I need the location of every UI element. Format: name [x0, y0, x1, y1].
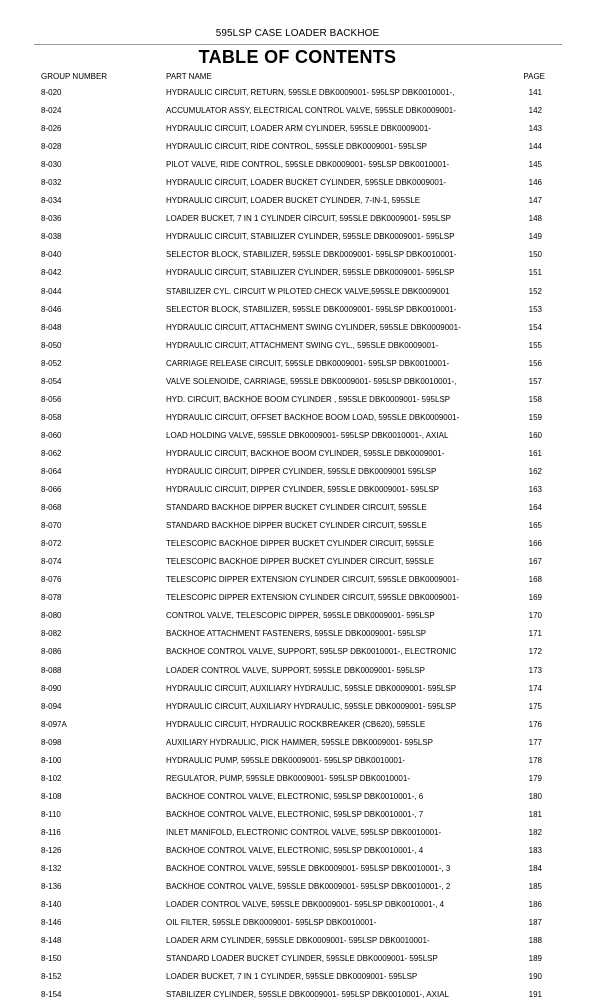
toc-entry-row[interactable] — [0, 449, 595, 467]
toc-entry-row[interactable] — [0, 647, 595, 665]
part-name: HYDRAULIC CIRCUIT, STABILIZER CYLINDER, 595SLE DBK0009001- 595LSP — [166, 268, 455, 278]
page-number: 174 — [528, 683, 542, 693]
part-name: HYDRAULIC CIRCUIT, AUXILIARY HYDRAULIC, 595SLE DBK0009001- 595LSP — [166, 701, 457, 711]
toc-entry-row[interactable] — [0, 503, 595, 521]
toc-entry-row[interactable] — [0, 738, 595, 756]
group-number: 8-090 — [41, 683, 62, 693]
part-name: HYDRAULIC CIRCUIT, LOADER ARM CYLINDER, 595SLE DBK0009001- — [166, 124, 431, 134]
group-number: 8-040 — [41, 250, 62, 260]
page-number: 190 — [528, 972, 542, 982]
page-number: 151 — [528, 268, 542, 278]
page-number: 147 — [528, 196, 542, 206]
part-name: HYDRAULIC CIRCUIT, DIPPER CYLINDER, 595SLE DBK0009001- 595LSP — [166, 485, 439, 495]
part-name: HYDRAULIC CIRCUIT, AUXILIARY HYDRAULIC, 595SLE DBK0009001- 595LSP — [166, 683, 457, 693]
part-name: SELECTOR BLOCK, STABILIZER, 595SLE DBK0009001- 595LSP DBK0010001- — [166, 250, 457, 260]
page-number: 170 — [528, 611, 542, 621]
group-number: 8-086 — [41, 647, 62, 657]
toc-entry-row[interactable] — [0, 413, 595, 431]
toc-entry-row[interactable] — [0, 882, 595, 900]
page-number: 157 — [528, 376, 542, 386]
group-number: 8-036 — [41, 214, 62, 224]
toc-entry-row[interactable] — [0, 395, 595, 413]
group-number: 8-050 — [41, 340, 62, 350]
page-number: 187 — [528, 918, 542, 928]
group-number: 8-046 — [41, 304, 62, 314]
page-number: 172 — [528, 647, 542, 657]
page-number: 142 — [528, 106, 542, 116]
toc-entry-row[interactable] — [0, 702, 595, 720]
toc-entry-row[interactable] — [0, 557, 595, 575]
part-name: INLET MANIFOLD, ELECTRONIC CONTROL VALVE, 595LSP DBK0010001- — [166, 827, 442, 837]
toc-entry-row[interactable] — [0, 918, 595, 936]
toc-entry-row[interactable] — [0, 936, 595, 954]
part-name: HYDRAULIC CIRCUIT, LOADER BUCKET CYLINDER, 7-IN-1, 595SLE — [166, 196, 421, 206]
group-number: 8-020 — [41, 88, 62, 97]
group-number: 8-088 — [41, 665, 62, 675]
part-name-header: PART NAME — [166, 72, 212, 81]
group-number: 8-068 — [41, 503, 62, 513]
group-number: 8-048 — [41, 322, 62, 332]
group-number: 8-080 — [41, 611, 62, 621]
part-name: LOADER ARM CYLINDER, 595SLE DBK0009001- 595LSP DBK0010001- — [166, 936, 430, 946]
group-number: 8-032 — [41, 178, 62, 188]
group-number: 8-030 — [41, 160, 62, 170]
toc-entry-row[interactable] — [0, 359, 595, 377]
toc-entry-row[interactable] — [0, 990, 595, 1008]
toc-entry-row[interactable] — [0, 268, 595, 286]
part-name: HYD. CIRCUIT, BACKHOE BOOM CYLINDER , 595SLE DBK0009001- 595LSP — [166, 394, 451, 404]
document-title: 595LSP CASE LOADER BACKHOE — [215, 28, 380, 39]
toc-entry-row[interactable] — [0, 323, 595, 341]
column-header-row — [0, 72, 595, 84]
page-number: 169 — [528, 593, 542, 603]
toc-entry-row[interactable] — [0, 160, 595, 178]
page-number: 178 — [528, 755, 542, 765]
group-number: 8-060 — [41, 430, 62, 440]
page-number: 185 — [528, 882, 542, 892]
group-number: 8-082 — [41, 629, 62, 639]
part-name: HYDRAULIC PUMP, 595SLE DBK0009001- 595LSP DBK0010001- — [166, 755, 405, 765]
toc-entry-row[interactable] — [0, 377, 595, 395]
toc-entry-row[interactable] — [0, 666, 595, 684]
page-number: 145 — [528, 160, 542, 170]
group-number: 8-154 — [41, 990, 62, 1000]
toc-entry-row[interactable] — [0, 305, 595, 323]
page-number: 167 — [528, 557, 542, 567]
group-number: 8-150 — [41, 954, 62, 964]
part-name: SELECTOR BLOCK, STABILIZER, 595SLE DBK0009001- 595LSP DBK0010001- — [166, 304, 457, 314]
toc-entry-row[interactable] — [0, 720, 595, 738]
page-number: 183 — [528, 845, 542, 855]
part-name: HYDRAULIC CIRCUIT, STABILIZER CYLINDER, 595SLE DBK0009001- 595LSP — [166, 232, 455, 242]
group-number: 8-110 — [41, 809, 61, 819]
group-number: 8-044 — [41, 286, 62, 296]
toc-entry-row[interactable] — [0, 232, 595, 250]
toc-entry-row[interactable] — [0, 972, 595, 990]
group-number: 8-097A — [41, 719, 67, 729]
group-number: 8-074 — [41, 557, 62, 567]
group-number: 8-066 — [41, 485, 62, 495]
group-number: 8-070 — [41, 521, 62, 531]
toc-rows — [0, 88, 595, 1008]
part-name: TELESCOPIC BACKHOE DIPPER BUCKET CYLINDER CIRCUIT, 595SLE — [166, 539, 434, 549]
part-name: AUXILIARY HYDRAULIC, PICK HAMMER, 595SLE DBK0009001- 595LSP — [166, 737, 433, 747]
page-number: 152 — [528, 286, 542, 296]
part-name: HYDRAULIC CIRCUIT, LOADER BUCKET CYLINDER, 595SLE DBK0009001- — [166, 178, 446, 188]
page-number: 166 — [528, 539, 542, 549]
part-name: LOADER CONTROL VALVE, 595SLE DBK0009001- 595LSP DBK0010001-, 4 — [166, 900, 445, 910]
page-number: 189 — [528, 954, 542, 964]
toc-entry-row[interactable] — [0, 178, 595, 196]
toc-entry-row[interactable] — [0, 756, 595, 774]
page-number: 186 — [528, 900, 542, 910]
part-name: STANDARD BACKHOE DIPPER BUCKET CYLINDER CIRCUIT, 595SLE — [166, 503, 427, 513]
group-number: 8-098 — [41, 737, 62, 747]
page-header: PAGE — [523, 72, 545, 81]
group-number: 8-076 — [41, 575, 62, 585]
toc-heading: TABLE OF CONTENTS — [198, 47, 397, 67]
part-name: BACKHOE CONTROL VALVE, 595SLE DBK0009001- 595LSP DBK0010001-, 2 — [166, 882, 451, 892]
page-number: 156 — [528, 358, 542, 368]
group-number: 8-102 — [41, 773, 62, 783]
part-name: LOADER BUCKET, 7 IN 1 CYLINDER, 595SLE DBK0009001- 595LSP — [166, 972, 418, 982]
group-number: 8-052 — [41, 358, 62, 368]
toc-entry-row[interactable] — [0, 142, 595, 160]
page-number: 148 — [528, 214, 542, 224]
group-number: 8-062 — [41, 448, 62, 458]
part-name: HYDRAULIC CIRCUIT, HYDRAULIC ROCKBREAKER (CB620), 595SLE — [166, 719, 426, 729]
group-number: 8-136 — [41, 882, 62, 892]
page-number: 191 — [528, 990, 542, 1000]
toc-entry-row[interactable] — [0, 593, 595, 611]
group-number: 8-146 — [41, 918, 62, 928]
page-number: 177 — [528, 737, 542, 747]
toc-entry-row[interactable] — [0, 864, 595, 882]
part-name: BACKHOE CONTROL VALVE, 595SLE DBK0009001- 595LSP DBK0010001-, 3 — [166, 864, 451, 874]
page-number: 184 — [528, 864, 542, 874]
page-number: 179 — [528, 773, 542, 783]
part-name: OIL FILTER, 595SLE DBK0009001- 595LSP DBK0010001- — [166, 918, 377, 928]
part-name: TELESCOPIC DIPPER EXTENSION CYLINDER CIRCUIT, 595SLE DBK0009001- — [166, 575, 459, 585]
group-number: 8-038 — [41, 232, 62, 242]
group-number: 8-094 — [41, 701, 62, 711]
toc-entry-row[interactable] — [0, 214, 595, 232]
part-name: HYDRAULIC CIRCUIT, OFFSET BACKHOE BOOM LOAD, 595SLE DBK0009001- — [166, 412, 460, 422]
toc-entry-row[interactable] — [0, 88, 595, 106]
toc-entry-row[interactable] — [0, 774, 595, 792]
toc-entry-row[interactable] — [0, 341, 595, 359]
page-number: 173 — [528, 665, 542, 675]
part-name: CARRIAGE RELEASE CIRCUIT, 595SLE DBK0009001- 595LSP DBK0010001- — [166, 358, 450, 368]
toc-entry-row[interactable] — [0, 954, 595, 972]
page-number: 171 — [528, 629, 542, 639]
page-number: 180 — [528, 791, 542, 801]
part-name: VALVE SOLENOIDE, CARRIAGE, 595SLE DBK0009001- 595LSP DBK0010001-, — [166, 376, 457, 386]
page-number: 158 — [528, 394, 542, 404]
toc-entry-row[interactable] — [0, 124, 595, 142]
toc-entry-row[interactable] — [0, 250, 595, 268]
toc-entry-row[interactable] — [0, 485, 595, 503]
page-number: 163 — [528, 485, 542, 495]
page-number: 182 — [528, 827, 542, 837]
part-name: HYDRAULIC CIRCUIT, ATTACHMENT SWING CYLINDER, 595SLE DBK0009001- — [166, 322, 461, 332]
toc-entry-row[interactable] — [0, 287, 595, 305]
page-number: 165 — [528, 521, 542, 531]
group-number: 8-126 — [41, 845, 62, 855]
page-number: 160 — [528, 430, 542, 440]
page-number: 155 — [528, 340, 542, 350]
group-number: 8-116 — [41, 827, 61, 837]
part-name: PILOT VALVE, RIDE CONTROL, 595SLE DBK0009001- 595LSP DBK0010001- — [166, 160, 450, 170]
page-number: 150 — [528, 250, 542, 260]
part-name: HYDRAULIC CIRCUIT, DIPPER CYLINDER, 595SLE DBK0009001 595LSP — [166, 466, 437, 476]
group-number: 8-078 — [41, 593, 62, 603]
group-number: 8-056 — [41, 394, 62, 404]
page-number: 161 — [528, 448, 542, 458]
group-number: 8-058 — [41, 412, 62, 422]
group-number: 8-026 — [41, 124, 62, 134]
group-number: 8-152 — [41, 972, 62, 982]
group-number: 8-100 — [41, 755, 62, 765]
toc-entry-row[interactable] — [0, 521, 595, 539]
toc-entry-row[interactable] — [0, 575, 595, 593]
toc-entry-row[interactable] — [0, 900, 595, 918]
page-number: 176 — [528, 719, 542, 729]
toc-entry-row[interactable] — [0, 828, 595, 846]
group-number: 8-108 — [41, 791, 62, 801]
part-name: STANDARD LOADER BUCKET CYLINDER, 595SLE DBK0009001- 595LSP — [166, 954, 438, 964]
toc-entry-row[interactable] — [0, 467, 595, 485]
group-number: 8-140 — [41, 900, 62, 910]
toc-entry-row[interactable] — [0, 629, 595, 647]
toc-entry-row[interactable] — [0, 539, 595, 557]
page-number: 143 — [528, 124, 542, 134]
group-number: 8-028 — [41, 142, 62, 152]
group-number: 8-148 — [41, 936, 62, 946]
page-number: 168 — [528, 575, 542, 585]
part-name: BACKHOE ATTACHMENT FASTENERS, 595SLE DBK0009001- 595LSP — [166, 629, 427, 639]
part-name: HYDRAULIC CIRCUIT, RETURN, 595SLE DBK0009001- 595LSP DBK0010001-, — [166, 88, 455, 97]
group-number: 8-042 — [41, 268, 62, 278]
part-name: LOADER CONTROL VALVE, SUPPORT, 595SLE DBK0009001- 595LSP — [166, 665, 425, 675]
page-number: 159 — [528, 412, 542, 422]
part-name: STABILIZER CYL. CIRCUIT W PILOTED CHECK VALVE,595SLE DBK0009001 — [166, 286, 450, 296]
page-number: 149 — [528, 232, 542, 242]
page-number: 154 — [528, 322, 542, 332]
page-number: 144 — [528, 142, 542, 152]
part-name: BACKHOE CONTROL VALVE, ELECTRONIC, 595LSP DBK0010001-, 6 — [166, 791, 424, 801]
group-number: 8-072 — [41, 539, 62, 549]
part-name: STABILIZER CYLINDER, 595SLE DBK0009001- 595LSP DBK0010001-, AXIAL — [166, 990, 449, 1000]
group-number-header: GROUP NUMBER — [41, 72, 108, 81]
part-name: TELESCOPIC DIPPER EXTENSION CYLINDER CIRCUIT, 595SLE DBK0009001- — [166, 593, 459, 603]
page-number: 153 — [528, 304, 542, 314]
part-name: HYDRAULIC CIRCUIT, ATTACHMENT SWING CYL., 595SLE DBK0009001- — [166, 340, 439, 350]
toc-entry-row[interactable] — [0, 810, 595, 828]
header-rule — [34, 44, 562, 45]
part-name: STANDARD BACKHOE DIPPER BUCKET CYLINDER CIRCUIT, 595SLE — [166, 521, 427, 531]
page-number: 162 — [528, 466, 542, 476]
group-number: 8-132 — [41, 864, 62, 874]
toc-entry-row[interactable] — [0, 846, 595, 864]
page-number: 188 — [528, 936, 542, 946]
part-name: BACKHOE CONTROL VALVE, SUPPORT, 595LSP DBK0010001-, ELECTRONIC — [166, 647, 457, 657]
page-number: 175 — [528, 701, 542, 711]
group-number: 8-024 — [41, 106, 62, 116]
toc-entry-row[interactable] — [0, 611, 595, 629]
toc-entry-row[interactable] — [0, 196, 595, 214]
page-number: 146 — [528, 178, 542, 188]
group-number: 8-034 — [41, 196, 62, 206]
part-name: ACCUMULATOR ASSY, ELECTRICAL CONTROL VALVE, 595SLE DBK0009001- — [166, 106, 456, 116]
part-name: REGULATOR, PUMP, 595SLE DBK0009001- 595LSP DBK0010001- — [166, 773, 410, 783]
part-name: TELESCOPIC BACKHOE DIPPER BUCKET CYLINDER CIRCUIT, 595SLE — [166, 557, 434, 567]
part-name: HYDRAULIC CIRCUIT, BACKHOE BOOM CYLINDER, 595SLE DBK0009001- — [166, 448, 445, 458]
group-number: 8-064 — [41, 466, 62, 476]
toc-entry-row[interactable] — [0, 106, 595, 124]
part-name: HYDRAULIC CIRCUIT, RIDE CONTROL, 595SLE DBK0009001- 595LSP — [166, 142, 427, 152]
toc-entry-row[interactable] — [0, 684, 595, 702]
page-number: 164 — [528, 503, 542, 513]
page-number: 181 — [528, 809, 542, 819]
part-name: CONTROL VALVE, TELESCOPIC DIPPER, 595SLE DBK0009001- 595LSP — [166, 611, 435, 621]
part-name: BACKHOE CONTROL VALVE, ELECTRONIC, 595LSP DBK0010001-, 4 — [166, 845, 424, 855]
group-number: 8-054 — [41, 376, 62, 386]
part-name: BACKHOE CONTROL VALVE, ELECTRONIC, 595LSP DBK0010001-, 7 — [166, 809, 424, 819]
toc-entry-row[interactable] — [0, 431, 595, 449]
page-number: 141 — [528, 88, 542, 97]
part-name: LOADER BUCKET, 7 IN 1 CYLINDER CIRCUIT, 595SLE DBK0009001- 595LSP — [166, 214, 452, 224]
toc-entry-row[interactable] — [0, 792, 595, 810]
part-name: LOAD HOLDING VALVE, 595SLE DBK0009001- 595LSP DBK0010001-, AXIAL — [166, 430, 449, 440]
